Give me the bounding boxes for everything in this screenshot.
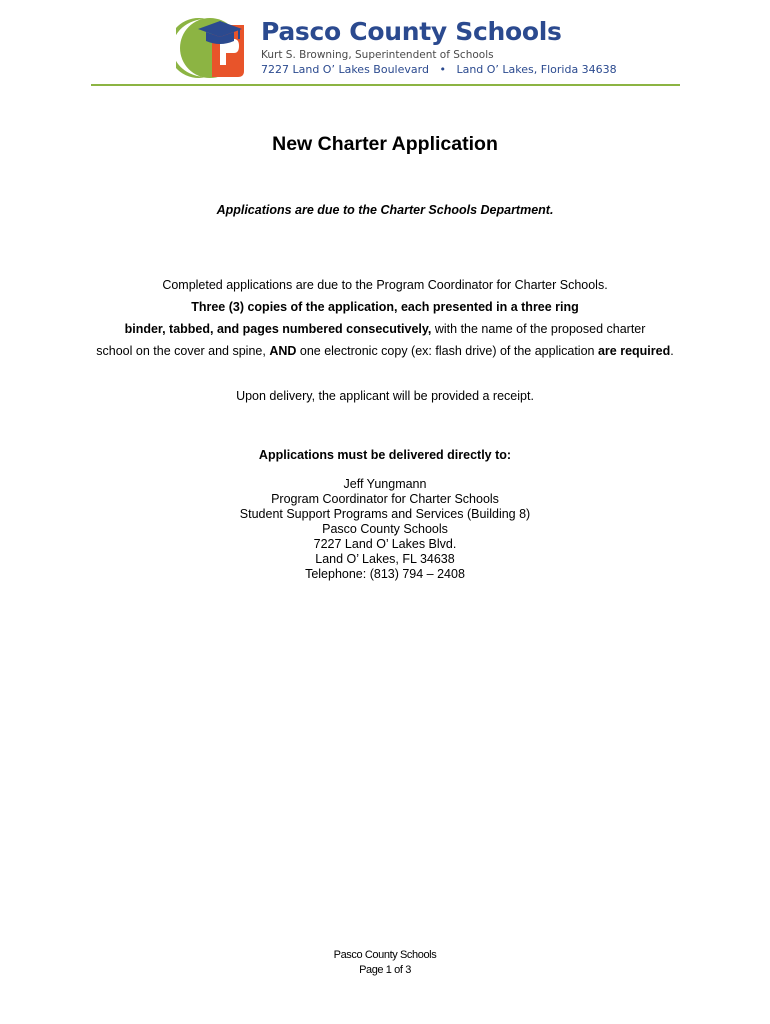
paragraph-line-4-mid: one electronic copy (ex: flash drive) of the application	[296, 344, 598, 358]
contact-city: Land O’ Lakes, FL 34638	[315, 552, 455, 566]
header-divider	[91, 84, 680, 86]
paragraph-line-1: Completed applications are due to the Program Coordinator for Charter Schools.	[162, 278, 608, 292]
contact-address-block	[0, 477, 770, 582]
delivery-heading: Applications must be delivered directly to:	[258, 448, 512, 462]
page-number: Page 1 of 3	[359, 964, 411, 976]
paragraph-line-4-required: are required	[597, 344, 671, 358]
district-logo-icon	[176, 17, 248, 79]
contact-department: Student Support Programs and Services (Building 8)	[239, 507, 531, 521]
letterhead-text	[261, 16, 681, 77]
address-separator: •	[439, 63, 446, 76]
footer-org: Pasco County Schools	[333, 949, 437, 961]
paragraph-line-4-and: AND	[269, 344, 297, 358]
paragraph-line-3-bold: binder, tabbed, and pages numbered consecutively,	[124, 322, 432, 336]
paragraph-line-3-rest: with the name of the proposed charter	[431, 322, 646, 336]
contact-name: Jeff Yungmann	[343, 477, 427, 491]
letterhead-address	[261, 62, 681, 77]
contact-telephone: Telephone: (813) 794 – 2408	[305, 567, 465, 581]
paragraph-line-4	[0, 343, 770, 359]
paragraph-line-4-start: school on the cover and spine,	[96, 344, 270, 358]
paragraph-line-3	[0, 321, 770, 337]
address-city: Land O’ Lakes, Florida 34638	[456, 63, 617, 76]
receipt-note: Upon delivery, the applicant will be provided a receipt.	[236, 389, 534, 403]
page-footer	[0, 948, 770, 978]
page-title: New Charter Application	[272, 133, 498, 155]
paragraph-line-4-end: .	[670, 344, 674, 358]
superintendent-line: Kurt S. Browning, Superintendent of Schools	[261, 49, 494, 61]
address-street: 7227 Land O’ Lakes Boulevard	[261, 63, 429, 76]
paragraph-line-2: Three (3) copies of the application, each presented in a three ring	[191, 300, 579, 314]
letterhead	[0, 0, 770, 90]
contact-title: Program Coordinator for Charter Schools	[271, 492, 499, 506]
contact-organization: Pasco County Schools	[322, 522, 448, 536]
contact-street: 7227 Land O’ Lakes Blvd.	[313, 537, 457, 551]
due-notice: Applications are due to the Charter Schools Department.	[216, 203, 554, 217]
org-name: Pasco County Schools	[261, 17, 562, 46]
